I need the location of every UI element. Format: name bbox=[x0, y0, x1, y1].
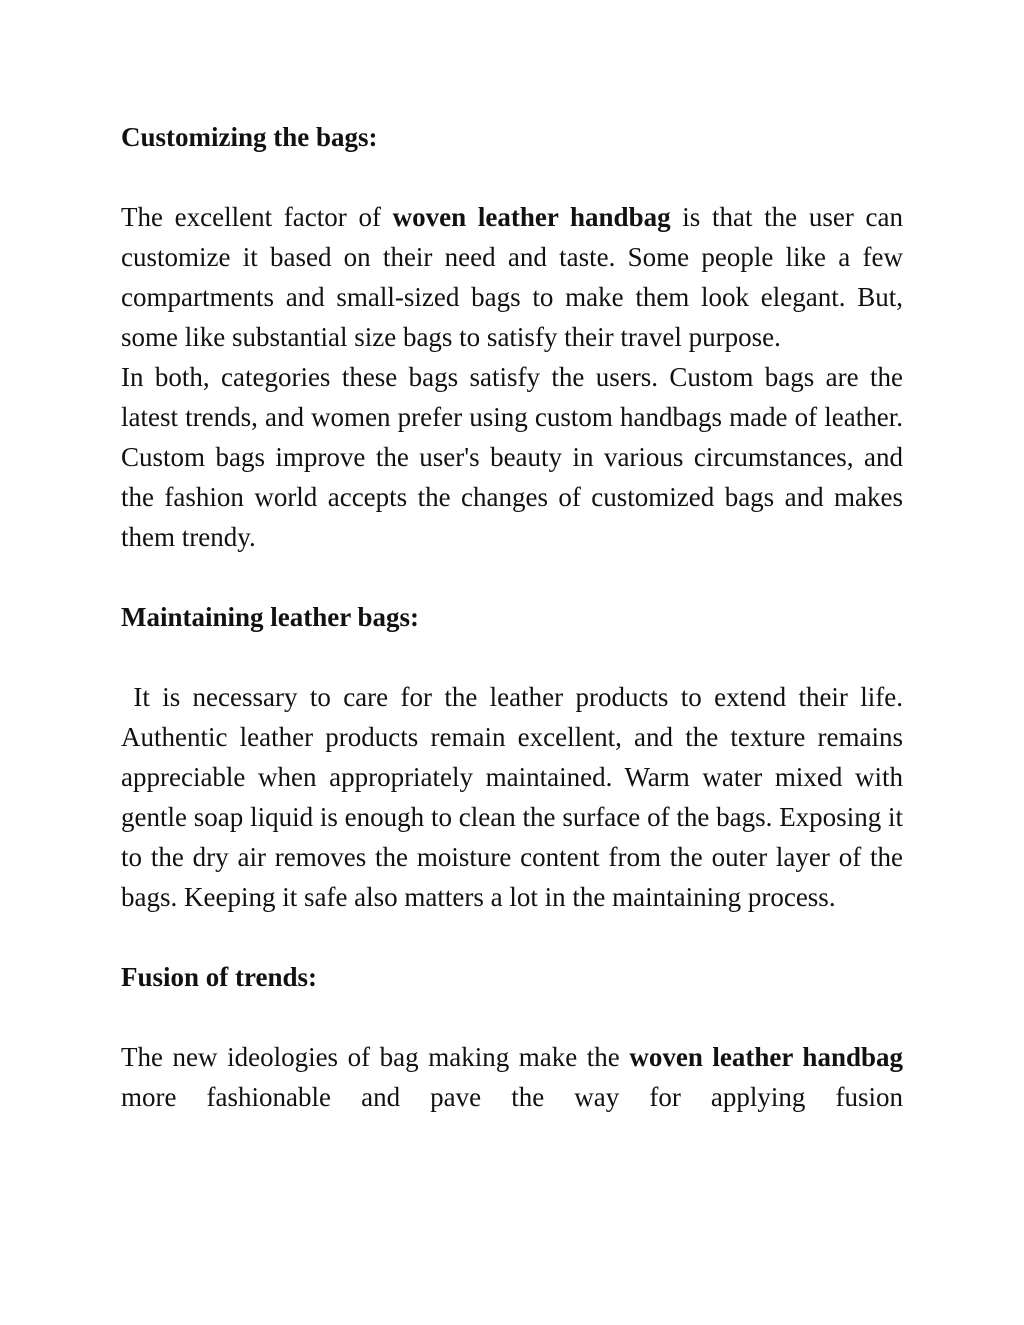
text-run: It is necessary to care for the leather products to extend their life. Authentic leather products remain excellent, and the texture remains appreciable when appropriately maintained. Warm water mixed with gentle soap liquid is enough to clean the surface of the bags. Exposing it to the dry air removes the moisture content from the outer layer of the bags. Keeping it safe also matters a lot in the maintaining process. bbox=[121, 682, 910, 912]
section-heading-customizing: Customizing the bags: bbox=[121, 122, 378, 152]
spacer bbox=[121, 157, 903, 197]
spacer bbox=[121, 557, 903, 597]
spacer bbox=[121, 637, 903, 677]
section-heading-maintaining: Maintaining leather bags: bbox=[121, 602, 420, 632]
paragraph-maintaining-1 bbox=[121, 677, 910, 917]
text-run: is that the user can customize it based on their need and taste. Some people like a few compartments and small-sized bags to make them look elegant. But, some like substantial size bags to satisfy their travel purpose. bbox=[121, 202, 904, 352]
spacer bbox=[121, 997, 903, 1037]
text-run: more fashionable and pave the way for applying fusion bbox=[121, 1082, 903, 1112]
bold-keyword: woven leather handbag bbox=[629, 1042, 903, 1072]
section-heading-fusion: Fusion of trends: bbox=[121, 962, 318, 992]
spacer bbox=[121, 917, 903, 957]
paragraph-customizing-2: In both, categories these bags satisfy the users. Custom bags are the latest trends, and women prefer using custom handbags made of leather. Custom bags improve the user's beauty in various circumstances, and the fashion world accepts the changes of customized bags and makes them trendy. bbox=[121, 362, 903, 552]
document-page bbox=[121, 117, 910, 1117]
text-run: The excellent factor of bbox=[121, 202, 393, 232]
bold-keyword: woven leather handbag bbox=[392, 202, 671, 232]
paragraph-fusion-1 bbox=[121, 1037, 903, 1117]
text-run: The new ideologies of bag making make the bbox=[121, 1042, 630, 1072]
paragraph-customizing-1 bbox=[121, 197, 903, 357]
